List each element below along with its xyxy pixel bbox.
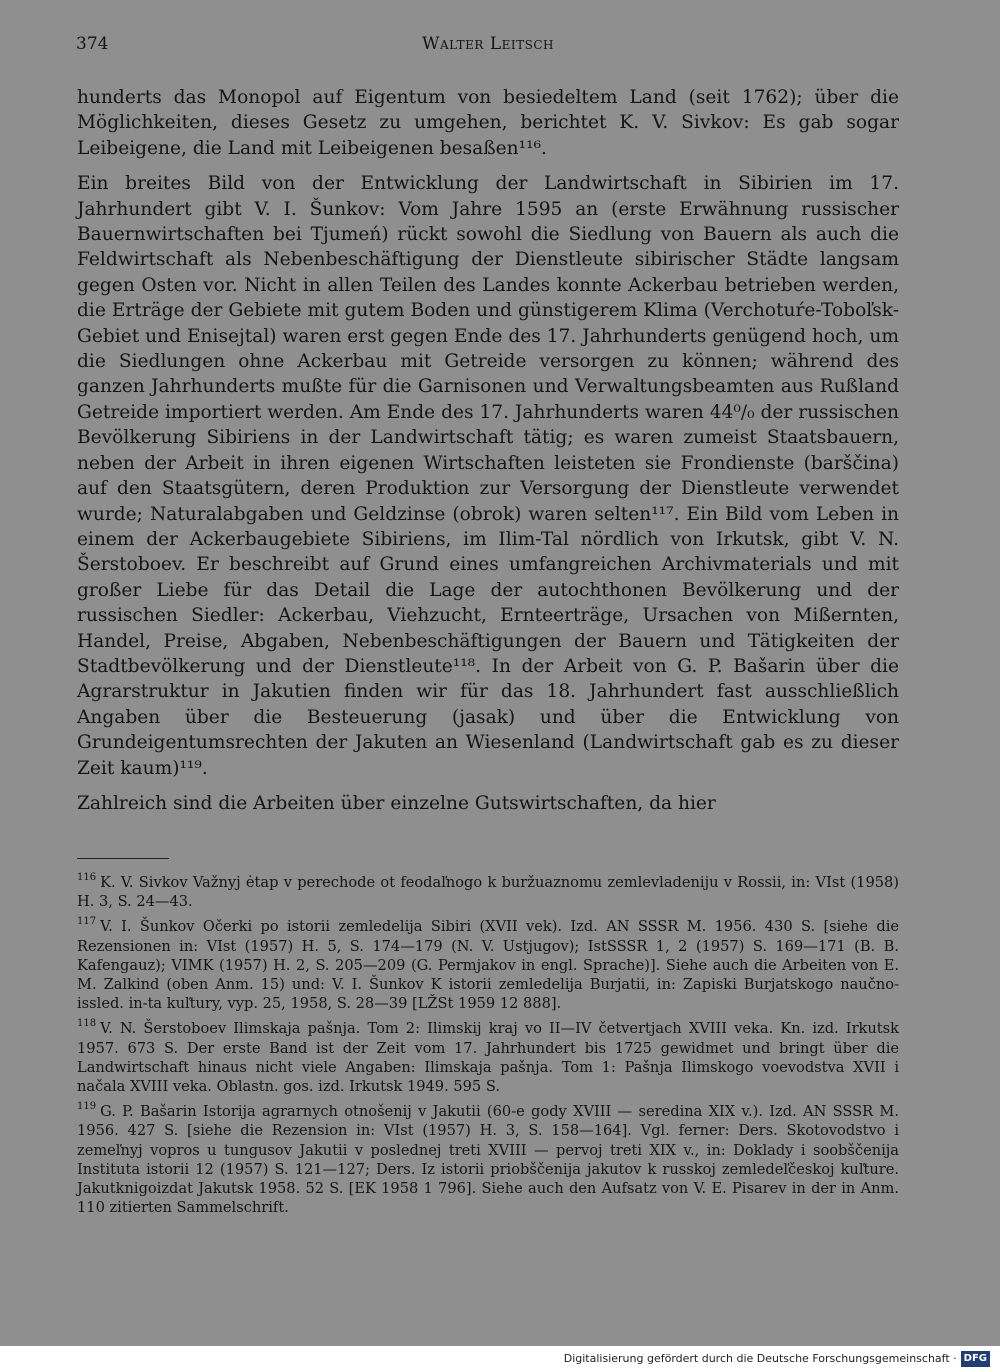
paragraph: Ein breites Bild von der Entwicklung der Landwirtschaft in Sibirien im 17. Jahrhundert gibt V. I. Šunkov: Vom Jahre 1595 an (erste Erwähnung russischer Bauernwirtschaften bei Tjumeń) rückt sowohl die Siedlung von Bauern als auch die Feldwirtschaft als Nebenbeschäftigung der Dienstleute sibirischer Städte langsam gegen Osten vor. Nicht in allen Teilen des Landes konnte Ackerbau betrieben werden, die Erträge der Gebiete mit gutem Boden und günstigerem Klima (Verchotuŕe-Toboľsk-Gebiet und Enisejtal) waren erst gegen Ende des 17. Jahrhunderts genügend hoch, um die Siedlungen ohne Ackerbau mit Getreide versorgen zu können; während des ganzen Jahrhunderts mußte für die Garnisonen und Verwaltungsbeamten aus Rußland Getreide importiert werden. Am Ende des 17. Jahrhunderts waren 44⁰/₀ der russischen Bevölkerung Sibiriens in der Landwirtschaft tätig; es waren zumeist Staatsbauern, neben der Arbeit in ihren eigenen Wirtschaften leisteten sie Frondienste (barščina) auf den Staatsgütern, deren Produktion zur Versorgung der Dienstleute verwendet wurde; Naturalabgaben und Geldzinse (obrok) waren selten¹¹⁷. Ein Bild vom Leben in einem der Ackerbaugebiete Sibiriens, im Ilim-Tal nördlich von Irkutsk, gibt V. N. Šerstoboev. Er beschreibt auf Grund eines umfangreichen Archivmaterials und mit großer Liebe für das Detail die Lage der autochthonen Bevölkerung und der russischen Siedler: Ackerbau, Viehzucht, Ernteerträge, Ursachen von Mißernten, Handel, Preise, Abgaben, Nebenbeschäftigungen der Bauern und Tätigkeiten der Stadtbevölkerung und der Dienstleute¹¹⁸. In der Arbeit von G. P. Bašarin über die Agrarstruktur in Jakutien finden wir für das 18. Jahrhundert fast ausschließlich Angaben über die Besteuerung (jasak) und über die Entwicklung von Grundeigentumsrechten der Jakuten an Wiesenland (Landwirtschaft gab es zu dieser Zeit kaum)¹¹⁹. (77, 173, 900, 779)
footnote-text: V. N. Šerstoboev Ilimskaja pašnja. Tom 2: Ilimskij kraj vo II—IV četvertjach XVIII veka. Kn. izd. Irkutsk 1957. 673 S. Der erste Band ist der Zeit vom 17. Jahrhundert bis 1725 gewidmet und bringt über die Landwirtschaft hinaus nicht viele Angaben: Ilimskaja pašnja. Tom 1: Pašnja Ilimskogo voevodstva XVII i načala XVIII veka. Oblastn. gos. izd. Irkutsk 1949. 595 S. (77, 1020, 899, 1096)
footnote (77, 917, 899, 1013)
paragraph: hunderts das Monopol auf Eigentum von besiedeltem Land (seit 1762); über die Möglichkeiten, dieses Gesetz zu umgehen, berichtet K. V. Sivkov: Es gab sogar Leibeigene, die Land mit Leibeigenen besaßen¹¹⁶. (77, 87, 899, 159)
running-head: Walter Leitsch (422, 34, 554, 54)
page-number: 374 (76, 34, 109, 54)
paragraph: Zahlreich sind die Arbeiten über einzelne Gutswirtschaften, da hier (77, 792, 716, 814)
digitization-footer (0, 1346, 1000, 1372)
footnote (77, 873, 899, 911)
footnote-number: 119 (77, 1101, 97, 1113)
footnote (77, 1019, 899, 1096)
page-header (76, 34, 900, 58)
footnote-separator (77, 858, 169, 859)
footnote (77, 1102, 899, 1217)
footnotes (77, 873, 899, 1217)
footnote-number: 117 (77, 916, 97, 928)
footer-credit: Digitalisierung gefördert durch die Deutsche Forschungsgemeinschaft · (563, 1352, 957, 1365)
footnote-number: 118 (77, 1018, 97, 1030)
footnote-text: G. P. Bašarin Istorija agrarnych otnošenij v Jakutii (60-e gody XVIII — seredina XIX v.). Izd. AN SSSR M. 1956. 427 S. [siehe die Rezension in: VIst (1957) H. 3, S. 158—164]. Vgl. ferner: Ders. Skotovodstvo i zemeľnyj vopros u tungusov Jakutii v poslednej treti XVIII — pervoj treti XIX v., in: Doklady i soobščenija Instituta istorii 12 (1957) S. 121—127; Ders. Iz istorii priobščenija jakutov k russkoj zemledeľčeskoj kuľture. Jakutknigoizdat Jakutsk 1958. 52 S. [EK 1958 1 796]. Siehe auch den Aufsatz von V. E. Pisarev in der in Anm. 110 zitierten Sammelschrift. (77, 1103, 899, 1217)
footnote-text: V. I. Šunkov Očerki po istorii zemledelija Sibiri (XVII vek). Izd. AN SSSR M. 1956. 430 S. [siehe die Rezensionen in: VIst (1957) H. 5, S. 174—179 (N. V. Ustjugov); IstSSSR 1, 2 (1957) S. 169—171 (B. B. Kafengauz); VIMK (1957) H. 2, S. 205—209 (G. Permjakov in engl. Sprache)]. Siehe auch die Arbeiten von E. M. Zalkind (oben Anm. 15) und: V. I. Šunkov K istorii zemledelija Burjatii, in: Zapiski Burjatskogo naučno-issled. in-ta kuľtury, vyp. 25, 1958, S. 28—39 [LŽSt 1959 12 888]. (77, 918, 899, 1013)
dfg-logo: DFG (961, 1351, 990, 1367)
footnote-number: 116 (77, 872, 97, 883)
body-text (77, 85, 899, 816)
footnote-text: K. V. Sivkov Važnyj ėtap v perechode ot feodaľnogo k buržuaznomu zemlevladeniju v Rossii, in: VIst (1958) H. 3, S. 24—43. (77, 874, 899, 911)
